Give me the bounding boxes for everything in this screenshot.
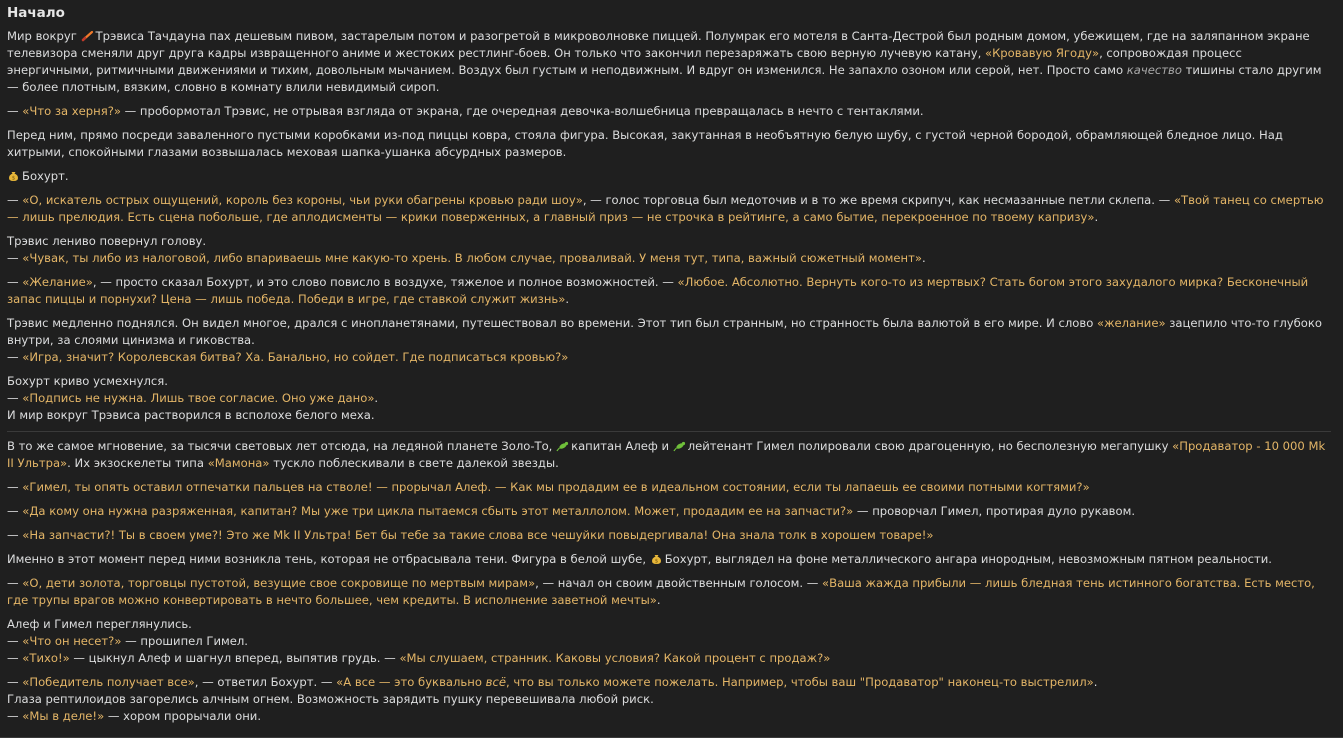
text-span: —: [7, 275, 23, 289]
text-span: , — просто сказал Бохурт, и это слово повисло в воздухе, тяжелое и полное возможностей. —: [92, 275, 678, 289]
quote-span: «О, дети золота, торговцы пустотой, везущие свое сокровище по мертвым мирам»: [22, 576, 536, 590]
text-span: —: [7, 104, 23, 118]
text-span: — пробормотал Трэвис, не отрывая взгляда от экрана, где очередная девочка-волшебница превращалась в нечто с тентаклями.: [120, 104, 924, 118]
quote-span: «Любое. Абсолютно. Вернуть кого-то из мертвых? Стать богом этого захудалого мирка? Бесконечный запас пиццы и порнухи? Цена — лишь победа. Победи в игре, где ставкой служит жизнь»: [7, 275, 1309, 306]
text-span: И мир вокруг Трэвиса растворился в всполохе белого меха.: [7, 408, 375, 422]
quote-span: «Мамона»: [207, 456, 270, 470]
quote-span: «О, искатель острых ощущений, король без короны, чьи руки обагрены кровью ради шоу»: [22, 193, 583, 207]
text-span: — прошипел Гимел.: [121, 634, 248, 648]
text-span: —: [7, 709, 23, 723]
text-span: Именно в этот момент перед ними возникла тень, которая не отбрасывала тени. Фигура в белой шубе,: [7, 552, 650, 566]
text-span: — цыкнул Алеф и шагнул вперед, выпятив грудь. —: [69, 651, 400, 665]
text-span: —: [7, 675, 23, 689]
text-span: Бохурт, выглядел на фоне металлического ангара инородным, невозможным пятном реальности.: [664, 552, 1272, 566]
text-span: Трэвиса Тачдауна пах дешевым пивом, застарелым потом и разогретой в микроволновке пиццей. Полумрак его мотеля в Санта-Дестрой был родным домом, убежищем, где на заляпанном экране телевизора сменяли друг друга кадры извращенного аниме и жестоких рестлинг-боев. Он только что закончил перезаряжать свою верную лучевую катану,: [7, 29, 1310, 60]
quote-span: «Игра, значит? Королевская битва? Ха. Банально, но сойдет. Где подписаться кровью?»: [22, 350, 569, 364]
quote-span: «Гимел, ты опять оставил отпечатки пальцев на стволе! — прорычал Алеф. — Как мы продадим ее в идеальном состоянии, если ты лапаешь ее своими потными когтями?»: [22, 480, 1090, 494]
quote-span: «Продаватор - 10 000 Mk II Ультра»: [7, 439, 1326, 470]
money-bag-icon: [7, 169, 20, 182]
text-span: В то же самое мгновение, за тысячи световых лет отсюда, на ледяной планете Золо-То,: [7, 439, 557, 453]
paragraph-3: Перед ним, прямо посреди заваленного пустыми коробками из-под пиццы ковра, стояла фигура. Высокая, закутанная в необъятную белую шубу, с густой черной бородой, обрамляющей бледное лицо. Над хитрыми, спокойными глазами возвышалась меховая шапка-ушанка абсурдных размеров.: [7, 128, 1283, 159]
text-span: . Их экзоскелеты типа: [67, 456, 208, 470]
text-span: —: [7, 350, 23, 364]
text-span: — хором прорычали они.: [104, 709, 261, 723]
paragraph-10: [7, 438, 1331, 472]
text-span: .: [565, 292, 570, 306]
text-span: тускло поблескивали в свете далекой звезды.: [269, 456, 559, 470]
svg-text:$: $: [654, 558, 658, 565]
paragraph-13: [7, 527, 1331, 544]
text-span: .: [1093, 675, 1098, 689]
text-span: зацепило что-то глубоко внутри, за слоями цинизма и гиковства.: [7, 316, 1322, 347]
money-bag-icon: [650, 552, 663, 565]
story-container: [7, 4, 1331, 732]
quote-span: «Подпись не нужна. Лишь твое согласие. Оно уже дано»: [22, 391, 375, 405]
text-span: .: [656, 593, 661, 607]
quote-span: «Да кому она нужна разряженная, капитан? Мы уже три цикла пытаемся сбыть этот металлолом. Может, продадим ее на запчасти?»: [22, 504, 854, 518]
text-span: Бохурт.: [22, 169, 69, 183]
quote-span: «Кровавую Ягоду»: [984, 46, 1100, 60]
text-span: , — начал он своим двойственным голосом. —: [535, 576, 823, 590]
quote-span: «Тихо!»: [22, 651, 70, 665]
text-span: Трэвис лениво повернул голову.: [7, 234, 207, 248]
italic-span: качество: [1126, 63, 1182, 77]
text-span: Трэвис медленно поднялся. Он видел многое, дрался с инопланетянами, путешествовал во времени. Этот тип был странным, но странность была валютой в его мире. И слово: [7, 316, 1098, 330]
quote-span: , что вы только можете пожелать. Например, чтобы ваш "Продаватор" наконец-то выстрелил»: [505, 675, 1094, 689]
quote-span: «Твой танец со смертью — лишь прелюдия. Есть сцена побольше, где аплодисменты — крики поверженных, а главный приз — не строчка в рейтинге, а само бытие, перекроенное по твоему капризу»: [7, 193, 1324, 224]
quote-span: «Что он несет?»: [22, 634, 122, 648]
quote-span: «Победитель получает все»: [22, 675, 195, 689]
paragraph-2: [7, 103, 1331, 120]
quote-span: «Мы слушаем, странник. Каковы условия? Какой процент с продаж?»: [399, 651, 831, 665]
text-span: Мир вокруг: [7, 29, 81, 43]
section-divider: [7, 431, 1331, 432]
text-span: , сопровождая процесс энергичными, ритмичными движениями и тихим, довольным мычанием. Воздух был густым и неподвижным. И вдруг он изменился. Не запахло озоном или серой, нет. Просто само: [7, 46, 1242, 77]
text-span: капитан Алеф и: [571, 439, 673, 453]
text-span: .: [921, 251, 926, 265]
text-span: —: [7, 504, 23, 518]
text-span: лейтенант Гимел полировали свою драгоценную, но бесполезную мегапушку: [687, 439, 1173, 453]
paragraph-5: [7, 192, 1331, 226]
quote-span: «Мы в деле!»: [22, 709, 105, 723]
text-span: —: [7, 251, 23, 265]
paragraph-12: [7, 503, 1331, 520]
text-span: , — голос торговца был медоточив и в то же время скрипуч, как несмазанные петли склепа. —: [582, 193, 1174, 207]
paragraph-1: [7, 28, 1331, 96]
paragraph-7: [7, 274, 1331, 308]
paragraph-14: [7, 551, 1331, 568]
text-span: .: [374, 391, 379, 405]
paragraph-9: [7, 373, 1331, 424]
paragraph-16: [7, 616, 1331, 667]
text-span: .: [1094, 210, 1099, 224]
lizard-icon: [673, 439, 686, 452]
quote-span: «А все — это буквально: [336, 675, 486, 689]
paragraph-4: [7, 168, 1331, 185]
lizard-icon: [556, 439, 569, 452]
chapter-title: Начало: [7, 5, 65, 21]
text-span: —: [7, 576, 23, 590]
quote-span: «Чувак, ты либо из налоговой, либо впариваешь мне какую-то хрень. В любом случае, проваливай. У меня тут, типа, важный сюжетный момент»: [22, 251, 922, 265]
text-span: —: [7, 193, 23, 207]
quote-span: «желание»: [1097, 316, 1166, 330]
quote-span: «Ваша жажда прибыли — лишь бледная тень истинного богатства. Есть место, где трупы врагов можно конвертировать в нечто большее, чем кредиты. В исполнение заветной мечты»: [7, 576, 1315, 607]
text-span: — проворчал Гимел, протирая дуло рукавом.: [853, 504, 1136, 518]
text-span: —: [7, 528, 23, 542]
svg-text:$: $: [11, 175, 16, 182]
text-span: —: [7, 480, 23, 494]
katana-icon: [81, 29, 94, 42]
quote-span: «Что за херня?»: [22, 104, 121, 118]
quote-span: «На запчасти?! Ты в своем уме?! Это же Mk II Ультра! Бет бы тебе за такие слова все чешуйки повыдергивала! Она знала толк в хорошем товаре!»: [22, 528, 934, 542]
paragraph-17: [7, 674, 1331, 725]
italic-span: всё: [485, 675, 506, 689]
text-span: Глаза рептилоидов загорелись алчным огнем. Возможность зарядить пушку перевешивала любой риск.: [7, 692, 654, 706]
text-span: —: [7, 651, 23, 665]
text-span: Алеф и Гимел переглянулись.: [7, 617, 192, 631]
text-span: —: [7, 634, 23, 648]
text-span: , — ответил Бохурт. —: [194, 675, 337, 689]
text-span: тишины стало другим — более плотным, вязким, словно в комнату влили невидимый сироп.: [7, 63, 1322, 94]
quote-span: «Желание»: [22, 275, 93, 289]
paragraph-11: [7, 479, 1331, 496]
text-span: Бохурт криво усмехнулся.: [7, 374, 168, 388]
text-span: —: [7, 391, 23, 405]
paragraph-6: [7, 233, 1331, 267]
paragraph-15: [7, 575, 1331, 609]
paragraph-8: [7, 315, 1331, 366]
